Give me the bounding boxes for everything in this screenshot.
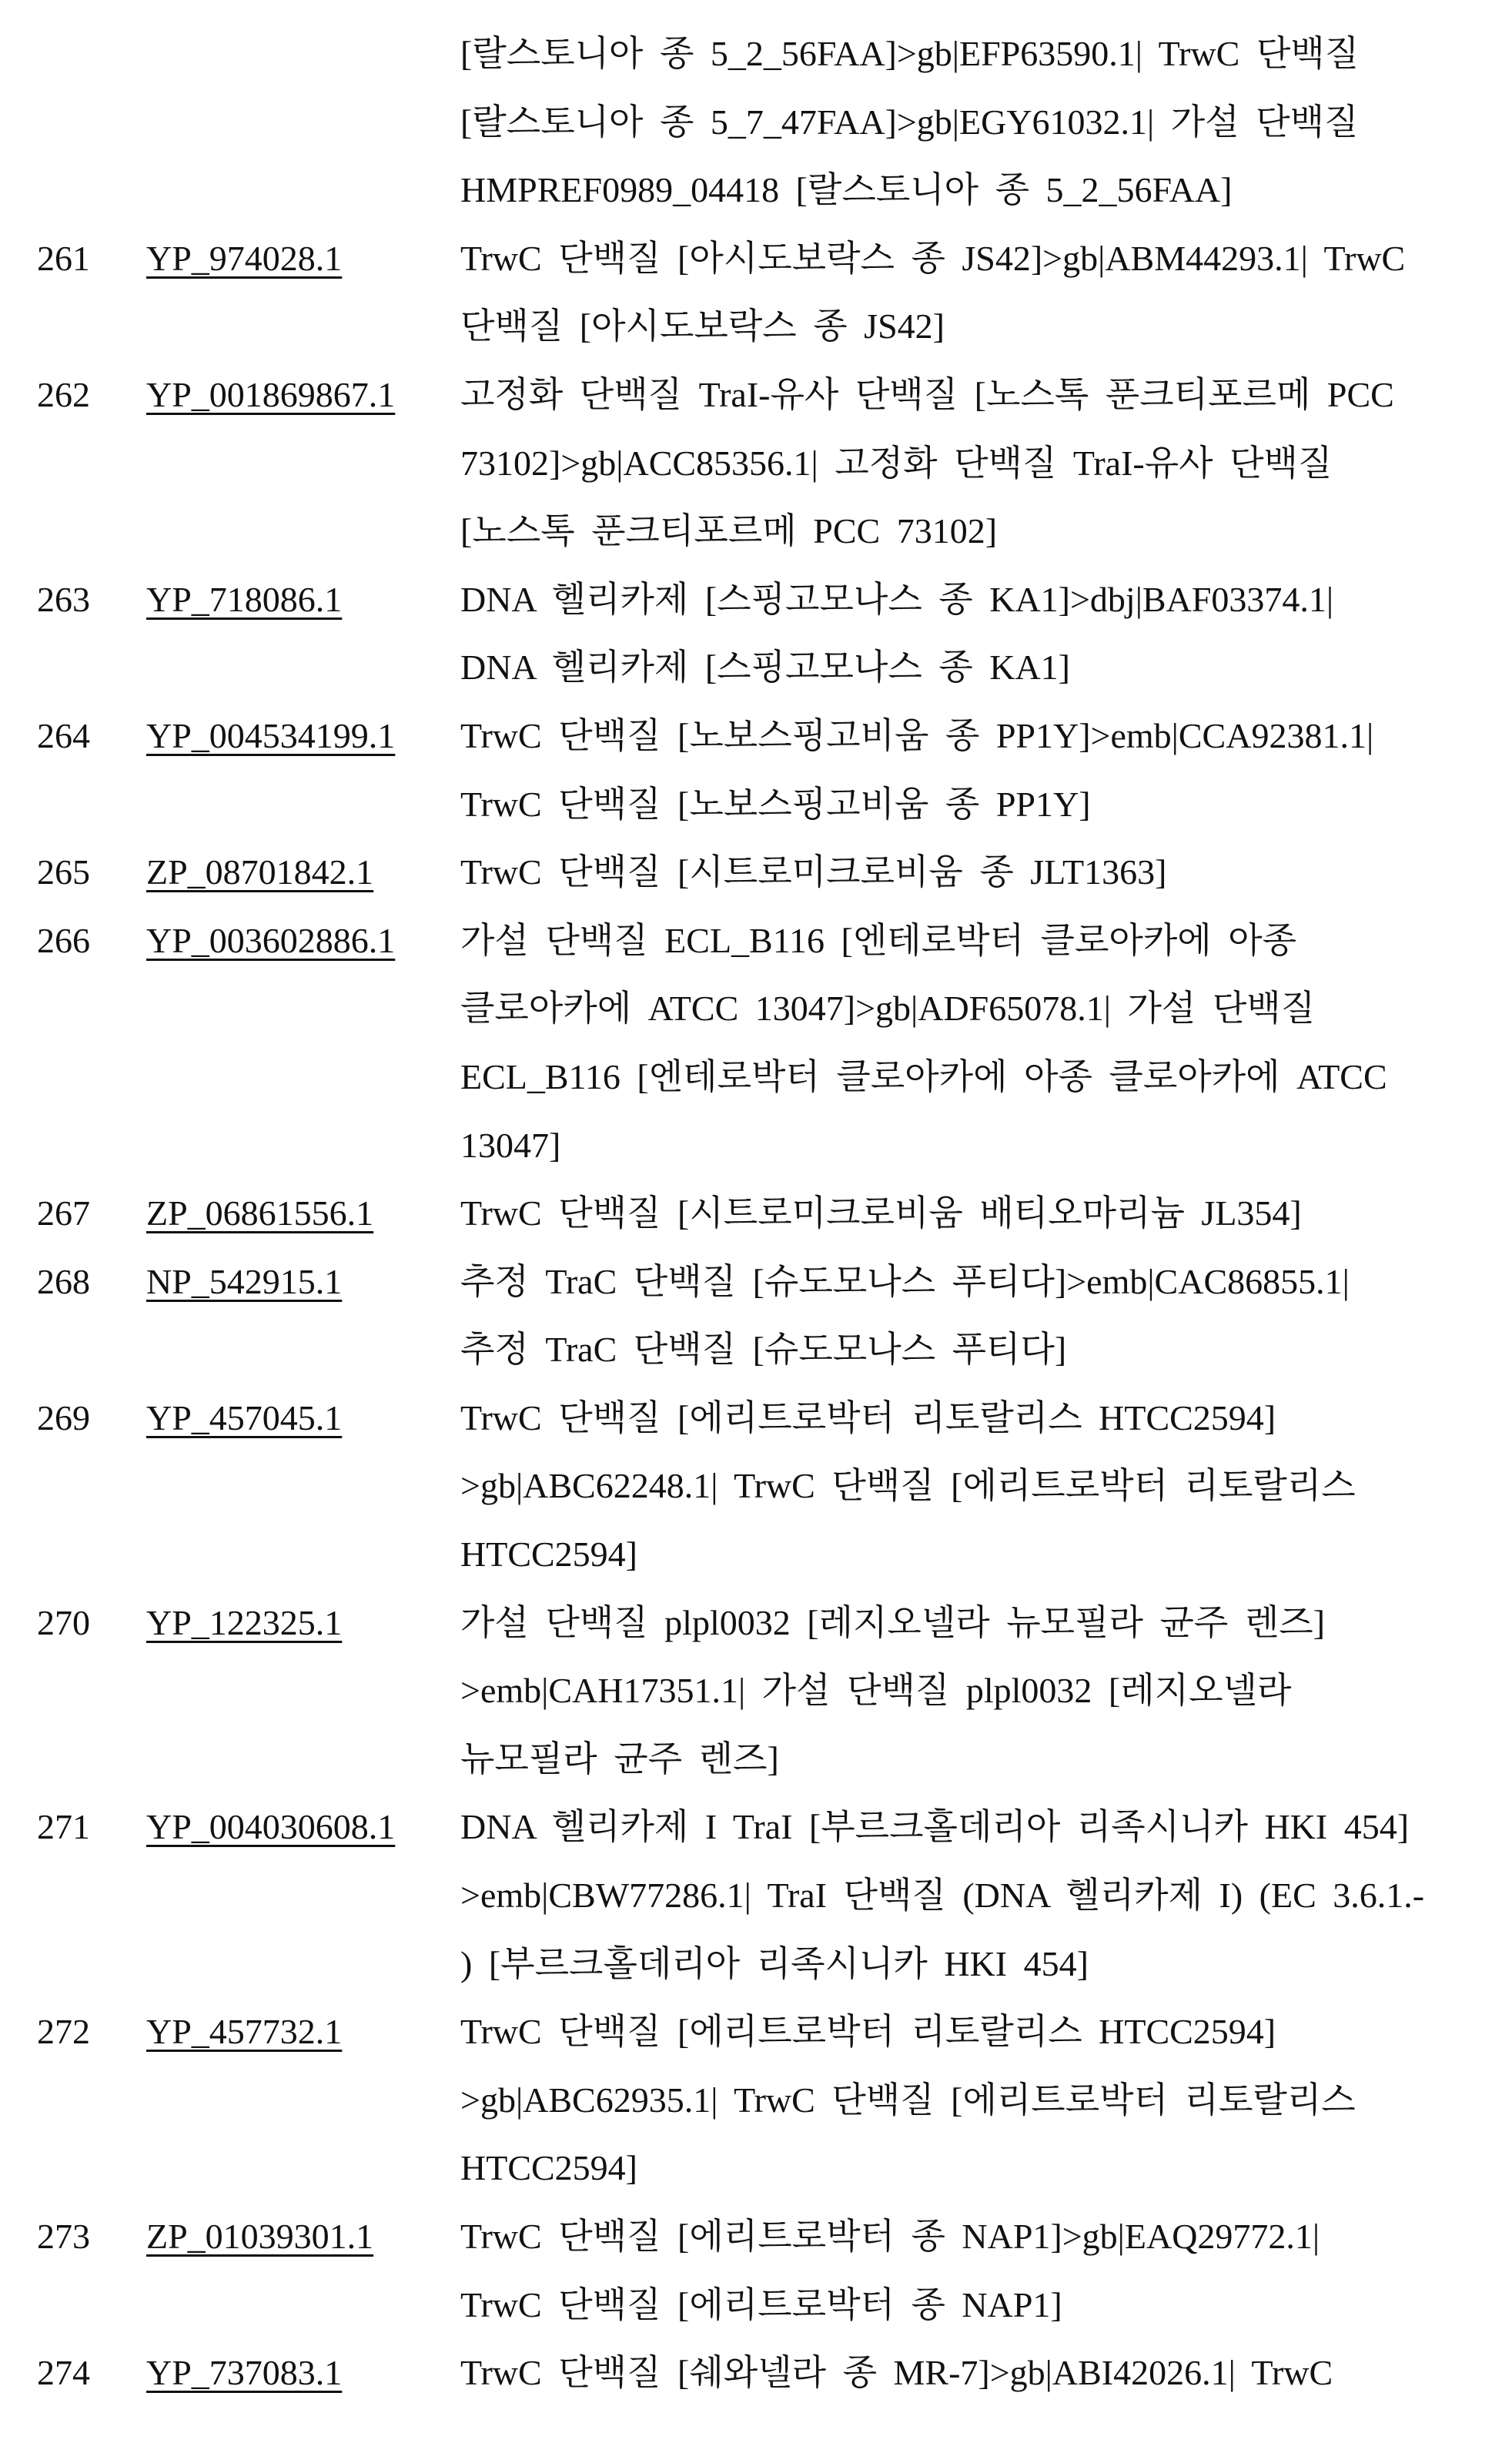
entry-number: 262 [0,361,146,430]
table-row [0,1248,1512,1384]
description-line: [노스톡 푼크티포르메 PCC 73102] [460,497,1512,566]
description-line: >gb|ABC62248.1| TrwC 단백질 [에리트로박터 리토랄리스 [460,1452,1512,1521]
sequence-listing [0,0,1512,2408]
description-line: TrwC 단백질 [노보스핑고비움 종 PP1Y] [460,771,1512,839]
table-row [0,907,1512,1180]
accession-link[interactable]: YP_003602886.1 [146,921,395,960]
entry-description [460,2203,1512,2339]
entry-description [460,566,1512,702]
accession-link[interactable]: YP_004534199.1 [146,716,395,755]
description-line: >emb|CAH17351.1| 가설 단백질 plpl0032 [레지오넬라 [460,1657,1512,1725]
table-row [0,702,1512,838]
table-row [0,1998,1512,2203]
entry-number: 270 [0,1589,146,1658]
description-line: DNA 헬리카제 I TraI [부르크홀데리아 리족시니카 HKI 454] [460,1793,1512,1862]
description-line: HTCC2594] [460,1521,1512,1589]
description-line: TrwC 단백질 [쉐와넬라 종 MR-7]>gb|ABI42026.1| TrwC [460,2339,1512,2408]
entry-number: 267 [0,1180,146,1248]
entry-number: 265 [0,838,146,907]
entry-description [460,2339,1512,2408]
entry-number: 268 [0,1248,146,1317]
accession-link[interactable]: NP_542915.1 [146,1262,342,1301]
description-line: 가설 단백질 ECL_B116 [엔테로박터 클로아카에 아종 [460,907,1512,976]
entry-description [460,225,1512,361]
accession-link[interactable]: YP_974028.1 [146,239,342,278]
entry-number: 273 [0,2203,146,2271]
entry-number: 269 [0,1384,146,1453]
description-line: 73102]>gb|ACC85356.1| 고정화 단백질 TraI-유사 단백질 [460,430,1512,498]
entry-description [460,702,1512,838]
description-line: TrwC 단백질 [시트로미크로비움 종 JLT1363] [460,838,1512,907]
entry-number: 271 [0,1793,146,1862]
entry-description [460,1248,1512,1384]
entry-description [460,361,1512,566]
entry-description [460,20,1512,225]
description-line: 클로아카에 ATCC 13047]>gb|ADF65078.1| 가설 단백질 [460,975,1512,1043]
accession-link[interactable]: ZP_06861556.1 [146,1193,373,1233]
accession-link[interactable]: YP_457732.1 [146,2012,342,2051]
description-line: 추정 TraC 단백질 [슈도모나스 푸티다] [460,1316,1512,1384]
table-row [0,225,1512,361]
table-row [0,361,1512,566]
table-row [0,2203,1512,2339]
description-line: 가설 단백질 plpl0032 [레지오넬라 뉴모필라 균주 렌즈] [460,1589,1512,1658]
accession-link[interactable]: YP_004030608.1 [146,1807,395,1846]
entry-number: 264 [0,702,146,771]
entry-number: 272 [0,1998,146,2067]
entry-number: 266 [0,907,146,976]
table-row [0,1793,1512,1998]
description-line: TrwC 단백질 [노보스핑고비움 종 PP1Y]>emb|CCA92381.1| [460,702,1512,771]
entry-number: 274 [0,2339,146,2408]
table-row [0,566,1512,702]
description-line: HMPREF0989_04418 [랄스토니아 종 5_2_56FAA] [460,156,1512,225]
table-row [0,838,1512,907]
description-line: TrwC 단백질 [아시도보락스 종 JS42]>gb|ABM44293.1| TrwC [460,225,1512,293]
description-line: TrwC 단백질 [에리트로박터 리토랄리스 HTCC2594] [460,1998,1512,2067]
description-line: >gb|ABC62935.1| TrwC 단백질 [에리트로박터 리토랄리스 [460,2067,1512,2135]
description-line: TrwC 단백질 [시트로미크로비움 배티오마리늄 JL354] [460,1180,1512,1248]
description-line: TrwC 단백질 [에리트로박터 종 NAP1]>gb|EAQ29772.1| [460,2203,1512,2271]
table-row [0,1180,1512,1248]
entry-description [460,1384,1512,1589]
description-line: 추정 TraC 단백질 [슈도모나스 푸티다]>emb|CAC86855.1| [460,1248,1512,1317]
table-row [0,2339,1512,2408]
accession-link[interactable]: ZP_01039301.1 [146,2217,373,2256]
continuation-entry [0,20,1512,225]
entry-description [460,1180,1512,1248]
entry-number: 261 [0,225,146,293]
accession-link[interactable]: YP_001869867.1 [146,375,395,414]
entry-description [460,1589,1512,1794]
description-line: TrwC 단백질 [에리트로박터 리토랄리스 HTCC2594] [460,1384,1512,1453]
entry-description [460,1998,1512,2203]
description-line: DNA 헬리카제 [스핑고모나스 종 KA1]>dbj|BAF03374.1| [460,566,1512,634]
description-line: ) [부르크홀데리아 리족시니카 HKI 454] [460,1930,1512,1999]
entry-description [460,1793,1512,1998]
table-row [0,1589,1512,1794]
description-line: TrwC 단백질 [에리트로박터 종 NAP1] [460,2271,1512,2340]
description-line: [랄스토니아 종 5_2_56FAA]>gb|EFP63590.1| TrwC 단백질 [460,20,1512,89]
accession-link[interactable]: YP_457045.1 [146,1398,342,1437]
description-line: >emb|CBW77286.1| TraI 단백질 (DNA 헬리카제 I) (EC 3.6.1.- [460,1862,1512,1930]
accession-link[interactable]: YP_737083.1 [146,2353,342,2392]
accession-link[interactable]: ZP_08701842.1 [146,852,373,892]
accession-link[interactable]: YP_122325.1 [146,1603,342,1642]
description-line: DNA 헬리카제 [스핑고모나스 종 KA1] [460,634,1512,702]
description-line: 단백질 [아시도보락스 종 JS42] [460,293,1512,361]
description-line: 뉴모필라 균주 렌즈] [460,1725,1512,1794]
description-line: 고정화 단백질 TraI-유사 단백질 [노스톡 푼크티포르메 PCC [460,361,1512,430]
entry-description [460,838,1512,907]
entry-description [460,907,1512,1180]
description-line: [랄스토니아 종 5_7_47FAA]>gb|EGY61032.1| 가설 단백질 [460,89,1512,157]
description-line: ECL_B116 [엔테로박터 클로아카에 아종 클로아카에 ATCC [460,1043,1512,1112]
description-line: 13047] [460,1112,1512,1180]
accession-link[interactable]: YP_718086.1 [146,580,342,619]
description-line: HTCC2594] [460,2134,1512,2203]
table-row [0,1384,1512,1589]
entry-number: 263 [0,566,146,634]
